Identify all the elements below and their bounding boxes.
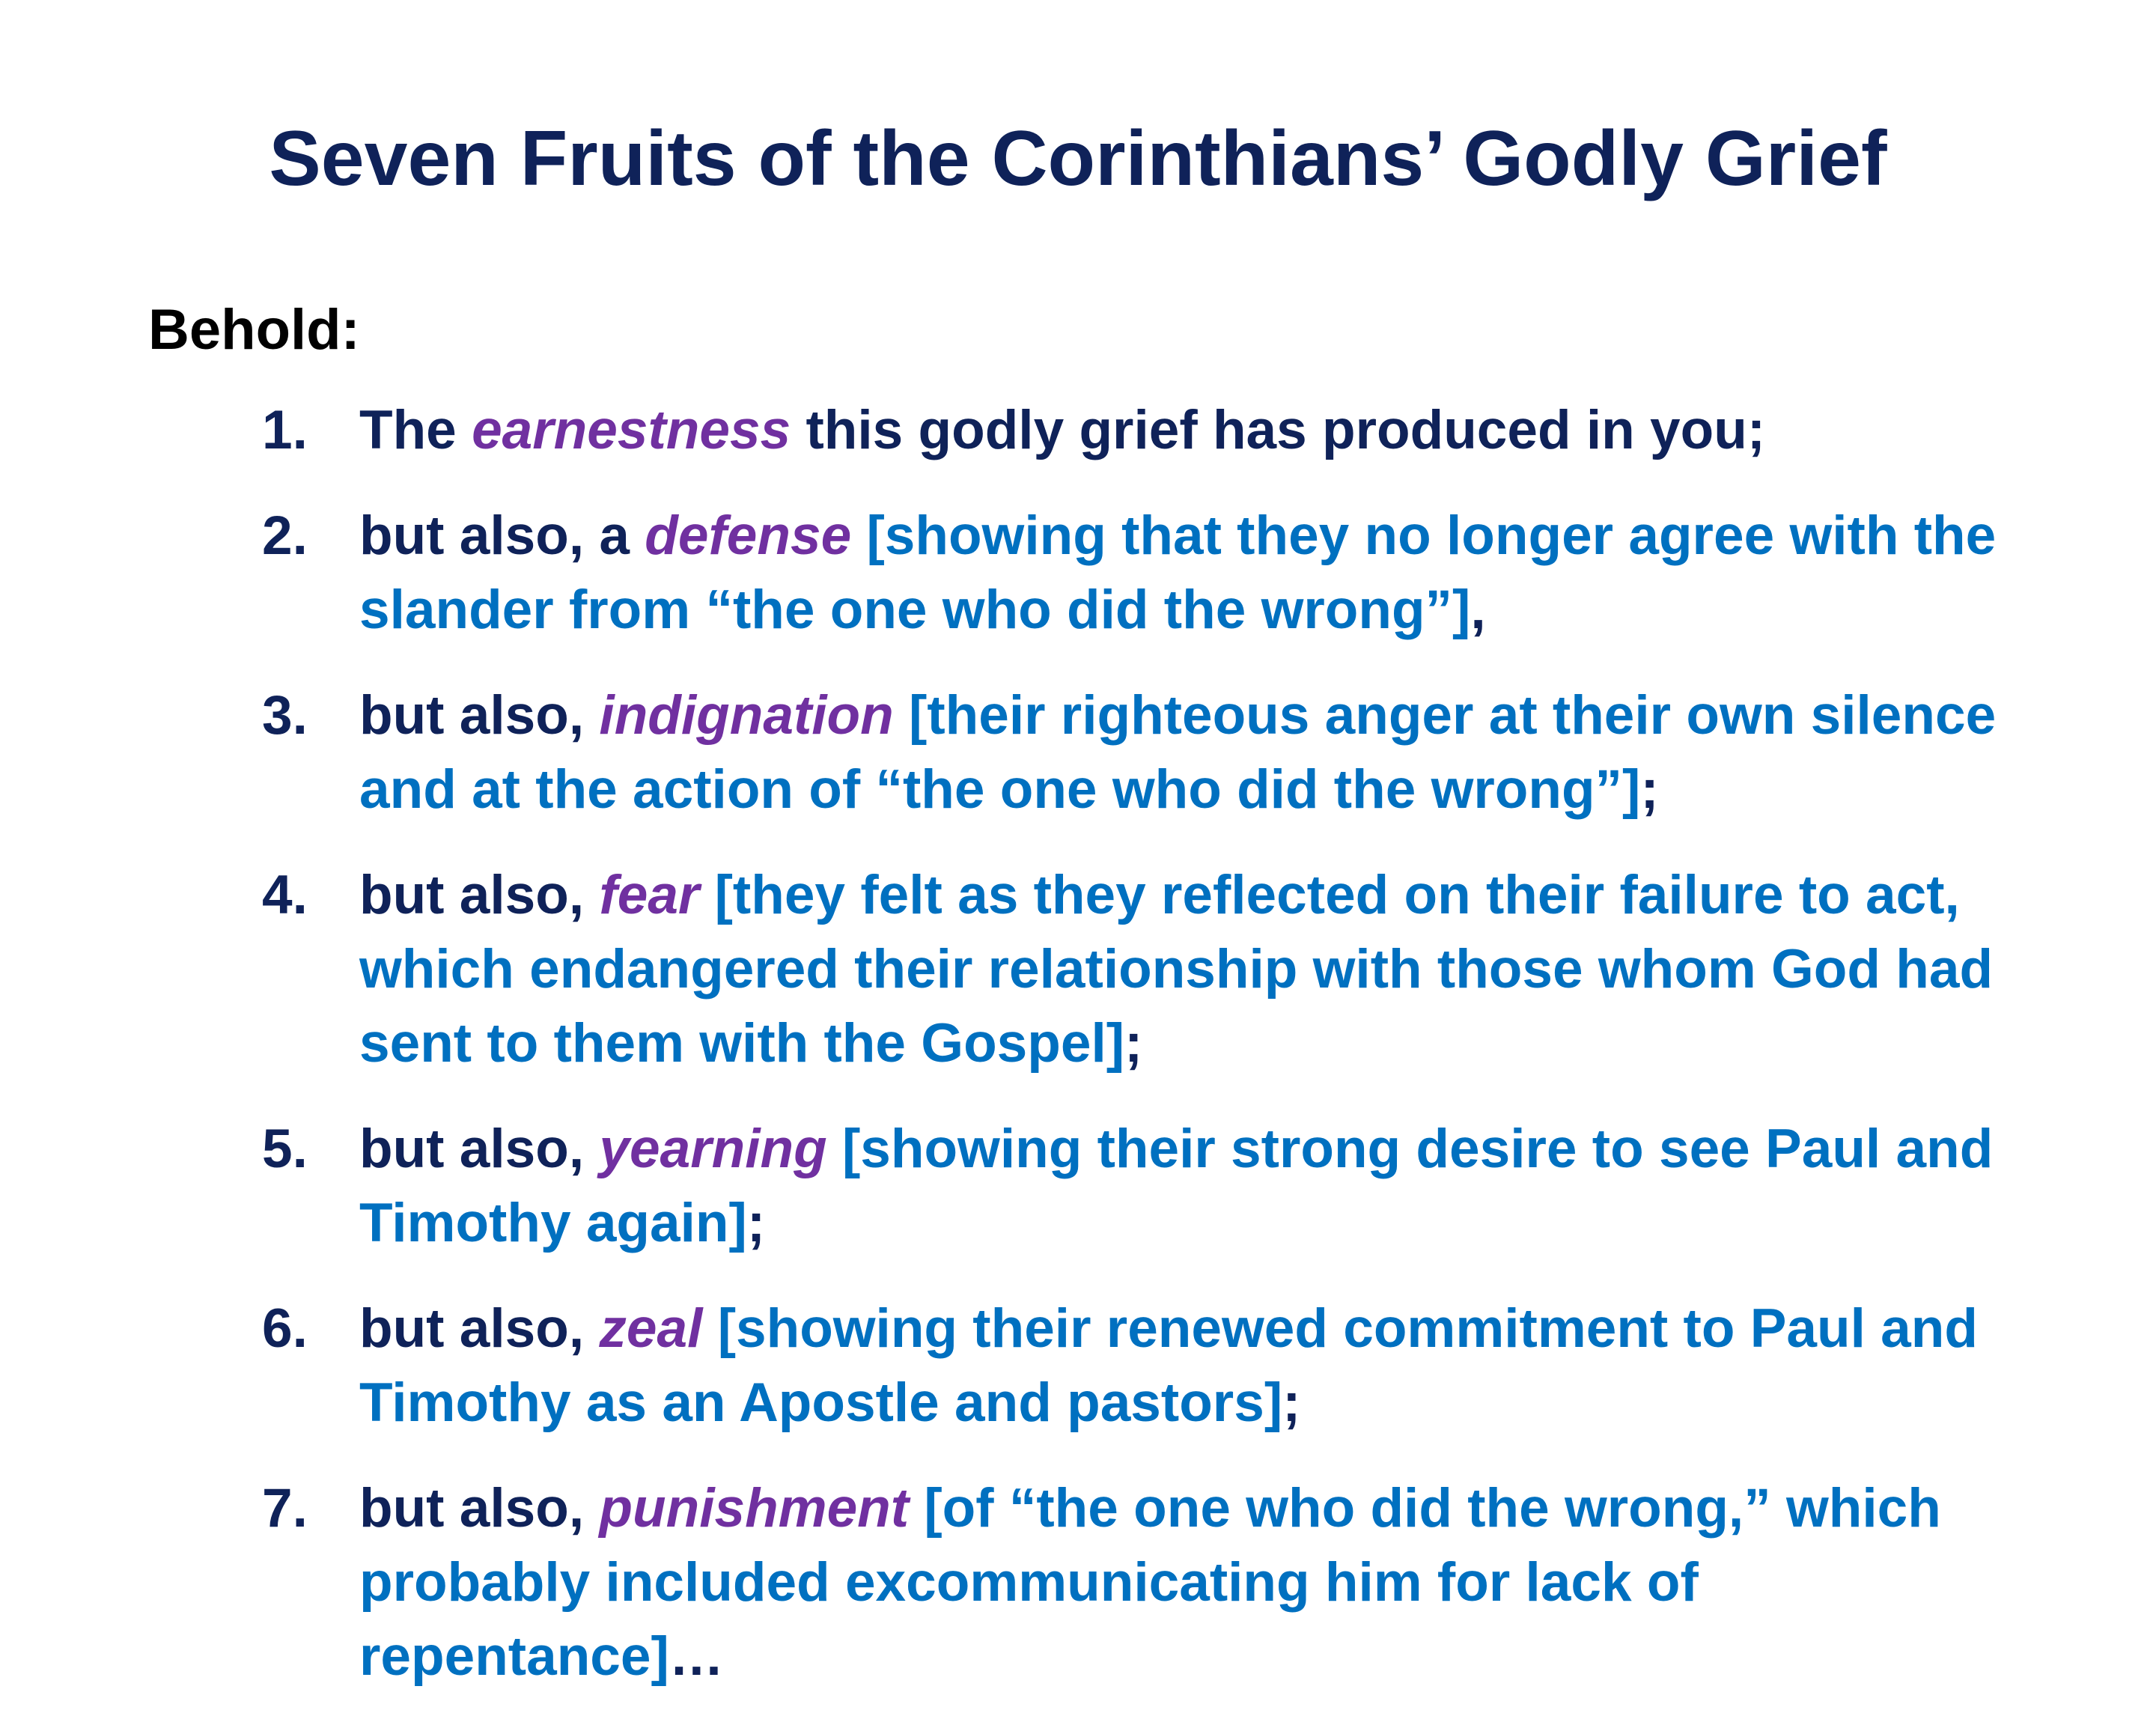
item-note: [showing their strong desire to see Paul and Timothy again] bbox=[359, 1119, 1994, 1253]
item-note: [their righteous anger at their own silence and at the action of “the one who did the wrong”] bbox=[359, 685, 1997, 820]
item-note: [showing their renewed commitment to Paul and Timothy as an Apostle and pastors] bbox=[359, 1298, 1978, 1433]
item-keyword: zeal bbox=[599, 1298, 703, 1359]
item-keyword: yearning bbox=[599, 1119, 827, 1179]
list-item-3 bbox=[255, 678, 2036, 827]
item-lead: but also, bbox=[359, 1478, 600, 1539]
item-tail: this godly grief has produced in you; bbox=[791, 400, 1766, 460]
item-note: [showing that they no longer agree with the slander from “the one who did the wrong”] bbox=[359, 505, 1997, 640]
item-keyword: defense bbox=[645, 505, 852, 566]
item-number: 1. bbox=[262, 400, 308, 460]
intro-label: Behold: bbox=[148, 298, 360, 362]
item-number: 4. bbox=[262, 865, 308, 925]
item-number: 6. bbox=[262, 1298, 308, 1359]
item-tail: , bbox=[1470, 579, 1486, 640]
list-item-4 bbox=[255, 858, 2036, 1080]
item-number: 5. bbox=[262, 1119, 308, 1179]
item-number: 7. bbox=[262, 1478, 308, 1539]
item-lead: but also, bbox=[359, 1298, 600, 1359]
list-item-2 bbox=[255, 499, 2036, 647]
item-keyword: earnestness bbox=[472, 400, 791, 460]
item-tail: ; bbox=[1282, 1372, 1301, 1433]
item-lead: but also, bbox=[359, 1119, 600, 1179]
item-tail: ; bbox=[1640, 759, 1659, 820]
item-note: [of “the one who did the wrong,” which probably included excommunicating him for lack of repentance] bbox=[359, 1478, 1941, 1687]
list-item-5 bbox=[255, 1112, 2036, 1260]
item-number: 2. bbox=[262, 505, 308, 566]
item-tail: … bbox=[669, 1626, 724, 1687]
item-lead: but also, a bbox=[359, 505, 645, 566]
item-keyword: indignation bbox=[599, 685, 894, 746]
item-note: [they felt as they reflected on their failure to act, which endangered their relationship with those whom God had sent to them with the Gospel] bbox=[359, 865, 1994, 1074]
item-lead: but also, bbox=[359, 865, 600, 925]
slide-title: Seven Fruits of the Corinthians’ Godly Grief bbox=[269, 115, 1887, 202]
list-item-6 bbox=[255, 1292, 2036, 1440]
item-tail: ; bbox=[1124, 1013, 1143, 1074]
item-keyword: fear bbox=[599, 865, 700, 925]
item-lead: but also, bbox=[359, 685, 600, 746]
item-number: 3. bbox=[262, 685, 308, 746]
list-item-7 bbox=[255, 1471, 2036, 1694]
item-lead: The bbox=[359, 400, 472, 460]
list-item-1 bbox=[255, 393, 2036, 467]
item-tail: ; bbox=[746, 1193, 766, 1253]
fruits-list bbox=[255, 393, 2036, 1725]
item-keyword: punishment bbox=[599, 1478, 910, 1539]
